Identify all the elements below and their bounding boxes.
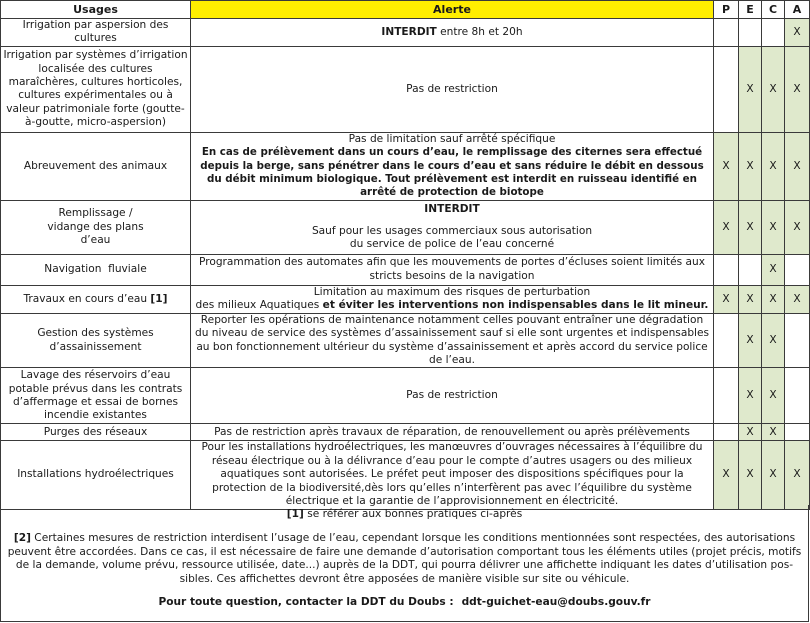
usage-cell: Navigation fluviale [1,254,191,285]
usage-cell: Installations hydroélectriques [1,441,191,509]
contact-email-link[interactable]: ddt-guichet-eau@doubs.gouv.fr [461,596,651,609]
mark-e: X [739,46,762,132]
footnote-1-text: se référer aux bonnes pratiques ci-après [303,508,523,520]
mark-a [785,368,810,424]
mark-e: X [739,424,762,441]
mark-p: X [714,132,739,200]
mark-e: X [739,132,762,200]
mark-p [714,368,739,424]
mark-a [785,254,810,285]
table-row [1,19,810,47]
column-header-p: P [714,1,739,19]
contact-label: Pour toute question, contacter la DDT du Doubs : [158,596,454,609]
usage-cell: Abreuvement des animaux [1,132,191,200]
alert-cell: Pas de restriction après travaux de réparation, de renouvellement ou après prélèvements [191,424,714,441]
usage-cell [1,200,191,254]
mark-c: X [762,46,785,132]
mark-c: X [762,313,785,368]
mark-c: X [762,424,785,441]
usage-cell: Purges des réseaux [1,424,191,441]
usage-cell [1,285,191,313]
column-header-usages: Usages [1,1,191,19]
mark-e: X [739,200,762,254]
mark-c: X [762,132,785,200]
alert-cell: Pas de restriction [191,368,714,424]
alert-bold: INTERDIT [381,25,437,38]
alert-cell [191,19,714,47]
footnote-2-ref: [2] [13,532,31,545]
mark-c [762,19,785,47]
alert-cell [191,200,714,254]
mark-a: X [785,200,810,254]
alert-cell: Reporter les opérations de maintenance notamment celles pouvant entraîner une dégradation du niveau de service des systèmes d’assainissement sauf si elle sont urgentes et indispensables au bon fonctionnement ultérieur du système d’assainissement et après accord du service police de l’eau. [191,313,714,368]
column-header-a: A [785,1,810,19]
alert-text: Limitation au maximum des risques de perturbation [313,285,591,298]
alert-cell [191,132,714,200]
mark-a: X [785,441,810,509]
alert-text-2: des milieux Aquatiques [195,299,323,312]
table-row [1,441,810,509]
usage-cell: Lavage des réservoirs d’eau potable prévus dans les contrats d’affermage et essai de bornes incendie existantes [1,368,191,424]
usage-cell: Irrigation par systèmes d’irrigation localisée des cultures maraîchères, cultures horticoles, cultures expérimentales ou à valeur patrimoniale forte (goutte-à-goutte, micro-aspersion) [1,46,191,132]
mark-p [714,313,739,368]
footnote-ref: [1] [150,292,168,305]
mark-a: X [785,285,810,313]
mark-e: X [739,285,762,313]
footnote-1 [1,508,808,521]
table-row [1,200,810,254]
alert-text: Pas de limitation sauf arrêté spécifique [348,132,556,145]
mark-c: X [762,441,785,509]
alert-text: entre 8h et 20h [436,25,523,38]
footnote-1-ref: [1] [286,508,304,520]
column-header-e: E [739,1,762,19]
alert-cell [191,285,714,313]
mark-p [714,19,739,47]
contact-line [1,596,808,609]
mark-p [714,254,739,285]
table-row [1,254,810,285]
alert-line: du service de police de l’eau concerné [349,238,555,251]
mark-c: X [762,285,785,313]
alert-bold: et éviter les interventions non indispensables dans le lit mineur. [322,299,709,312]
footer-notes [0,505,809,622]
alert-bold: INTERDIT [424,203,480,216]
table-row [1,368,810,424]
mark-a [785,313,810,368]
table-row [1,46,810,132]
mark-p: X [714,200,739,254]
alert-cell: Pas de restriction [191,46,714,132]
mark-a [785,424,810,441]
mark-p [714,424,739,441]
mark-c: X [762,254,785,285]
alert-cell: Programmation des automates afin que les mouvements de portes d’écluses soient limités aux stricts besoins de la navigation [191,254,714,285]
column-header-alerte: Alerte [191,1,714,19]
usage-line: d’eau [80,234,111,247]
alert-line: Sauf pour les usages commerciaux sous autorisation [311,224,593,237]
usage-line: Remplissage / [58,207,133,220]
table-row [1,313,810,368]
footnote-2-text: Certaines mesures de restriction interdisent l’usage de l’eau, cependant lorsque les conditions mentionnées sont respectées, des autorisations peuvent être accordées. Dans ce cas, il est nécessaire de faire une demande d’autorisation comportant tous les éléments utiles (projet précis, motifs de la demande, volume prévu, ressource utilisée, date...) auprès de la DDT, qui pourra délivrer une affichette indiquant les dates d’utilisation pos-sibles. Ces affichettes devront être apposées de manière visible sur site ou véhicule. [7,532,802,585]
alert-cell: Pour les installations hydroélectriques, les manœuvres d’ouvrages nécessaires à l’équilibre du réseau électrique ou à la délivrance d’eau pour le compte d’autres usagers ou des milieux aquatiques sont autorisées. Le préfet peut imposer des dispositions spécifiques pour la protection de la biodiversité,dès lors qu’elles n’interfèrent pas avec l’équilibre du système électrique et la garantie de l’approvisionnement en électricité. [191,441,714,509]
mark-c: X [762,368,785,424]
mark-e [739,19,762,47]
mark-c: X [762,200,785,254]
mark-e: X [739,441,762,509]
column-header-c: C [762,1,785,19]
footnote-2 [1,532,808,586]
usage-cell [1,313,191,368]
table-row [1,285,810,313]
mark-e: X [739,368,762,424]
mark-p: X [714,441,739,509]
table-row [1,132,810,200]
table-header-row [1,1,810,19]
mark-p: X [714,285,739,313]
mark-a: X [785,132,810,200]
usage-line: vidange des plans [47,220,144,233]
mark-a: X [785,46,810,132]
alert-bold: En cas de prélèvement dans un cours d’eau, le remplissage des citernes sera effectué depuis la berge, sans pénétrer dans le cours d’eau et sans réduire le débit en dessous du débit minimum biologique. Tout prélèvement est interdit en ruisseau identifié en arrêté de protection de biotope [200,146,704,199]
mark-a: X [785,19,810,47]
usage-text: Travaux en cours d’eau [23,292,151,305]
usage-line: Gestion des systèmes [37,327,154,340]
mark-e [739,254,762,285]
usage-cell: Irrigation par aspersion des cultures [1,19,191,47]
mark-p [714,46,739,132]
usage-line: d’assainissement [49,340,142,353]
mark-e: X [739,313,762,368]
table-row [1,424,810,441]
